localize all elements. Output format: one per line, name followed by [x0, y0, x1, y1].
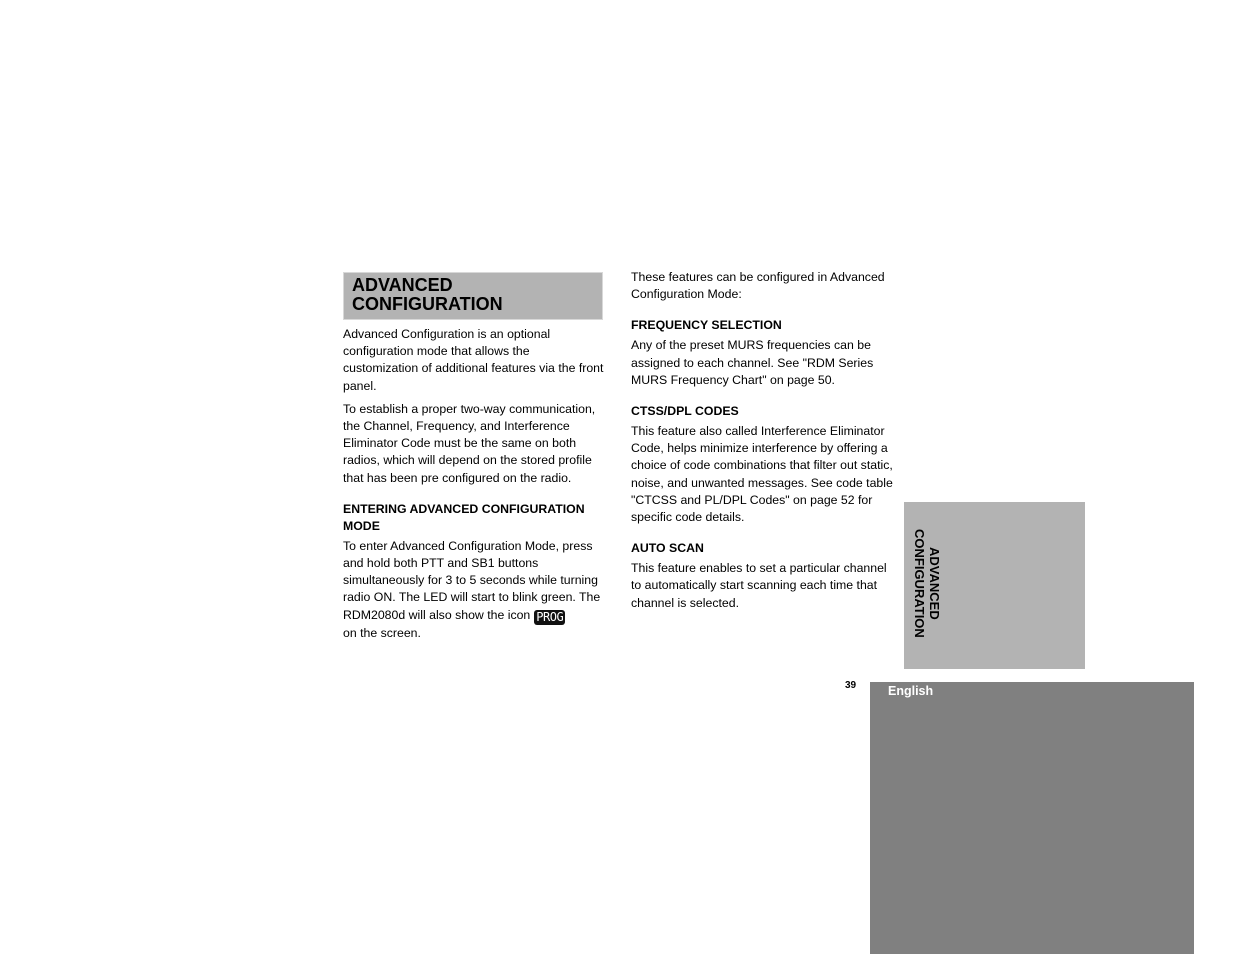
features-intro: These features can be configured in Advanced Configuration Mode: — [631, 270, 885, 302]
frequency-selection-heading: FREQUENCY SELECTION — [631, 318, 782, 333]
entering-mode-text: To enter Advanced Configuration Mode, press and hold both PTT and SB1 buttons simultaneously for 3 to 5 seconds while turning radio ON. The LED will start to blink green. The RDM2080d will also show the icon — [343, 538, 601, 622]
left-column — [343, 326, 605, 648]
communication-paragraph: To establish a proper two-way communication, the Channel, Frequency, and Interference Eliminator Code must be the same on both radios, which will depend on the stored profile that has been pre configured on the radio. — [343, 401, 596, 485]
ctss-dpl-heading: CTSS/DPL CODES — [631, 404, 739, 419]
intro-paragraph: Advanced Configuration is an optional configuration mode that allows the customization of additional features via the front panel. — [343, 327, 604, 393]
section-title-box — [343, 272, 603, 320]
section-title-line1: ADVANCED — [352, 275, 453, 295]
entering-mode-paragraph — [343, 538, 605, 642]
section-title-line2: CONFIGURATION — [352, 294, 503, 314]
ctss-dpl-paragraph: This feature also called Interference Eliminator Code, helps minimize interference by offering a choice of code combinations that filter out static, noise, and unwanted messages. See code table "CTCSS and PL/DPL Codes" on page 52 for specific code details. — [631, 424, 893, 525]
auto-scan-heading: AUTO SCAN — [631, 541, 704, 556]
page-number: 39 — [845, 680, 857, 691]
language-label: English — [888, 684, 934, 698]
frequency-selection-paragraph: Any of the preset MURS frequencies can be assigned to each channel. See "RDM Series MURS Frequency Chart" on page 50. — [631, 338, 874, 387]
right-column — [631, 269, 893, 618]
language-block — [870, 682, 1194, 954]
prog-icon: PROG — [536, 609, 564, 624]
side-tab-label: ADVANCED CONFIGURATION — [912, 529, 942, 638]
auto-scan-paragraph: This feature enables to set a particular channel to automatically start scanning each time that channel is selected. — [631, 561, 887, 610]
entering-mode-text-end: on the screen. — [343, 625, 421, 640]
entering-mode-heading: ENTERING ADVANCED CONFIGURATION MODE — [343, 501, 585, 533]
